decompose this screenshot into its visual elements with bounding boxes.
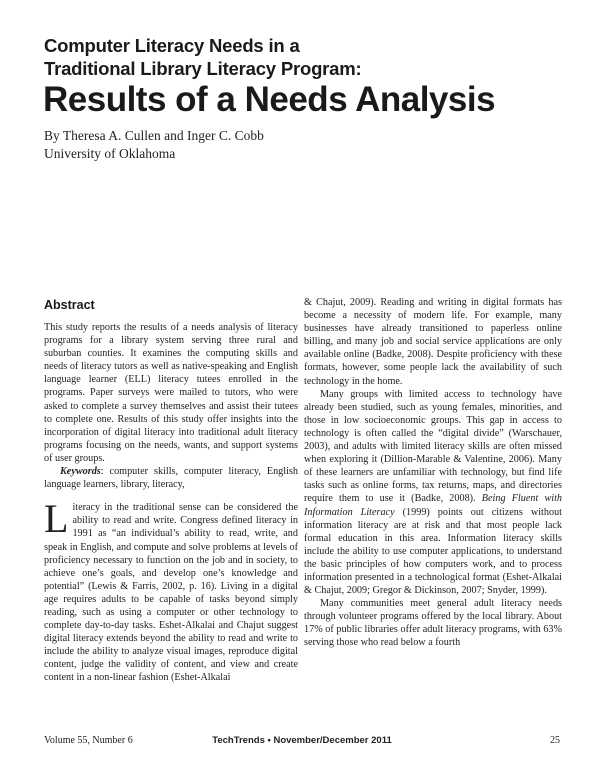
- intro-paragraph: [44, 496, 298, 684]
- body-paragraph-2-b: (1999) points out citizens without information literacy are at risk and that most people lack formal education in this area. Information literacy skills include the ability to use computer applications, to understand the basic principles of how computers work, and to process information presented in a technological format (Eshet-Alkalai & Chajut, 2009; Gregor & Dickinson, 2007; Snyder, 1999).: [304, 506, 562, 597]
- article-subtitle: [44, 34, 564, 80]
- journal-info: TechTrends • November/December 2011: [212, 735, 392, 746]
- abstract-text: This study reports the results of a needs analysis of literacy programs for a library system serving three rural and suburban counties. It examines the computing skills and needs of literacy tutors as well as native-speaking and English language learner (ELL) literacy tutees enrolled in the programs. Paper surveys were mailed to tutors, who were asked to complete a survey themselves and assist their tutees to complete one. Results of this study offer insights into the incorporation of digital literacy into traditional adult literacy programs focusing on the needs, wants, and support systems of user groups.: [44, 322, 298, 464]
- intro-paragraph-text: iteracy in the traditional sense can be considered the ability to read and write. Congress defined literacy in 1991 as “an individual’s ability to read, write, and speak in English, and compute and solve problems at levels of proficiency necessary to function on the job and in society, to achieve one’s goals, and develop one’s knowledge and potential” (Lewis & Farris, 2002, p. 16). Living in a digital age requires adults to be capable of tasks beyond simply reading, such as using a computer or other technology to complete day-to-day tasks. Eshet-Alkalai and Chajut suggest digital literacy extends beyond the ability to read and write to include the ability to analyze visual images, reproduce digital content, judge the validity of content, and view and create content in a non-linear fashion (Eshet-Alkalai: [44, 502, 298, 684]
- body-paragraph-2-a: Many groups with limited access to technology have already been studied, such as young females, minorities, and those in low socioeconomic groups. This gap in access to technology is often called the “digital divide” (Warschauer, 2003), and adults with limited literacy skills are often missed when exploring it (Dillion-Marable & Valentine, 2006). Many of these learners are unfamiliar with technology, but find life tasks such as online forms, tax returns, maps, and directories require them to use it (Badke, 2008).: [304, 388, 562, 505]
- left-column: [44, 297, 298, 685]
- page-footer: [44, 734, 560, 748]
- right-column: [304, 296, 562, 650]
- authors: By Theresa A. Cullen and Inger C. Cobb: [44, 128, 264, 143]
- body-paragraph-1: & Chajut, 2009). Reading and writing in digital formats has become a necessity of modern life. For example, many businesses have already transitioned to paperless online billing, and many job and social service applications are only available online (Badke, 2008). Despite proficiency with these formats, however, some people lack the availability of such technology in the home.: [304, 297, 562, 387]
- affiliation: University of Oklahoma: [44, 146, 176, 161]
- drop-cap: L: [44, 496, 69, 542]
- volume-info: Volume 55, Number 6: [44, 735, 133, 746]
- subtitle-line-1: Computer Literacy Needs in a: [44, 35, 300, 56]
- page-number: 25: [550, 735, 560, 746]
- keywords-label: Keywords: [60, 466, 101, 478]
- subtitle-line-2: Traditional Library Literacy Program:: [44, 58, 362, 79]
- keywords-text: : computer skills, computer literacy, English language learners, library, literacy,: [44, 466, 298, 491]
- book-title: Being Fluent with Information Literacy: [304, 493, 563, 518]
- abstract-heading: Abstract: [44, 298, 95, 312]
- body-paragraph-3: Many communities meet general adult literacy needs through volunteer programs offered by the local library. About 17% of public libraries offer adult literacy programs, with 63% serving those who read below a fourth: [304, 598, 562, 649]
- body-paragraph-2: [304, 388, 562, 598]
- byline: [44, 127, 444, 163]
- keywords: [44, 465, 298, 491]
- article-title: Results of a Needs Analysis: [43, 80, 496, 119]
